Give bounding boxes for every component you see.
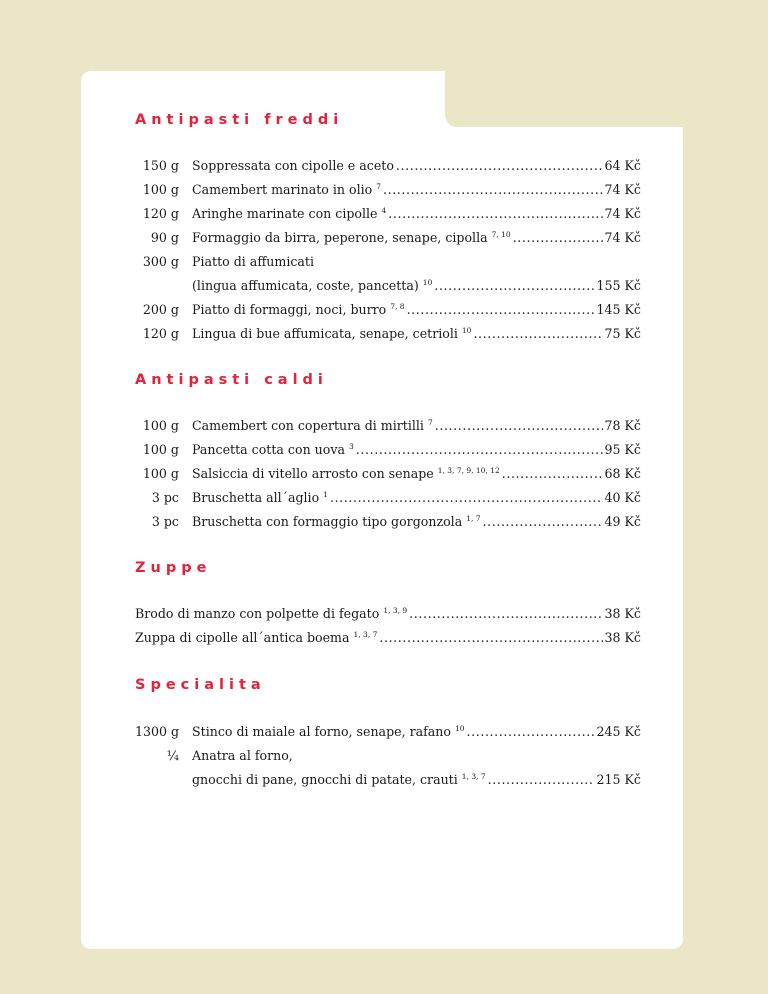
menu-item: [135, 182, 641, 202]
item-price: 38 Kč: [604, 630, 641, 645]
item-price: 75 Kč: [604, 326, 641, 341]
item-allergens: 1, 3, 9: [383, 606, 408, 615]
item-allergens: 1, 3, 7: [461, 772, 486, 781]
menu-item: [135, 206, 641, 226]
menu-item: [135, 466, 641, 486]
item-allergens: 7: [427, 418, 433, 427]
menu-item: [135, 490, 641, 510]
item-allergens: 10: [454, 724, 465, 733]
leader-dots: [435, 418, 603, 433]
item-allergens: 3: [349, 442, 354, 451]
item-allergens: 1, 3, 7: [353, 630, 378, 639]
menu-card: [81, 71, 683, 949]
item-price: 145 Kč: [596, 302, 641, 317]
item-name: Anatra al forno,: [192, 748, 293, 763]
item-price: 68 Kč: [604, 466, 641, 481]
item-weight: 200 g: [142, 302, 179, 317]
item-allergens: 7, 10: [491, 230, 511, 239]
item-name: Stinco di maiale al forno, senape, rafano: [192, 724, 451, 739]
item-weight: 90 g: [150, 230, 179, 245]
item-name-continuation: (lingua affumicata, coste, pancetta): [192, 278, 419, 293]
menu-item: [135, 606, 641, 626]
card-corner-notch: [445, 71, 685, 127]
item-price: 74 Kč: [604, 230, 641, 245]
item-allergens: 1: [323, 490, 328, 499]
leader-dots: [434, 278, 594, 293]
item-price: 245 Kč: [596, 724, 641, 739]
leader-dots: [356, 442, 603, 457]
leader-dots: [330, 490, 603, 505]
item-name: Piatto di formaggi, noci, burro: [192, 302, 387, 317]
item-weight: ¼: [166, 748, 179, 763]
item-allergens: 10: [461, 326, 472, 335]
menu-item: [135, 630, 641, 650]
section-title: Zuppe: [135, 560, 212, 576]
leader-dots: [379, 630, 602, 645]
menu-item-continuation: [135, 278, 641, 298]
item-price: 49 Kč: [604, 514, 641, 529]
item-weight: 1300 g: [135, 724, 180, 739]
item-name: Brodo di manzo con polpette di fegato: [135, 606, 380, 621]
item-allergens: 7, 8: [390, 302, 405, 311]
leader-dots: [513, 230, 603, 245]
item-price: 155 Kč: [596, 278, 641, 293]
item-price: 78 Kč: [604, 418, 641, 433]
section-title: Antipasti freddi: [135, 112, 344, 128]
item-price: 74 Kč: [604, 182, 641, 197]
item-name: Piatto di affumicati: [192, 254, 314, 269]
menu-item: [135, 514, 641, 534]
item-name: Bruschetta all´aglio: [192, 490, 320, 505]
leader-dots: [488, 772, 595, 787]
leader-dots: [396, 158, 603, 173]
item-price: 40 Kč: [604, 490, 641, 505]
leader-dots: [388, 206, 602, 221]
menu-item: [135, 748, 641, 768]
menu-item: [135, 442, 641, 462]
menu-item-continuation: [135, 772, 641, 792]
item-weight: 3 pc: [151, 490, 179, 505]
leader-dots: [502, 466, 603, 481]
item-name: Pancetta cotta con uova: [192, 442, 346, 457]
leader-dots: [473, 326, 602, 341]
item-name: Aringhe marinate con cipolle: [192, 206, 378, 221]
menu-item: [135, 254, 641, 274]
item-allergens: 1, 3, 7, 9, 10, 12: [437, 466, 500, 475]
menu-item: [135, 724, 641, 744]
item-price: 95 Kč: [604, 442, 641, 457]
leader-dots: [467, 724, 595, 739]
item-name: Bruschetta con formaggio tipo gorgonzola: [192, 514, 463, 529]
section-title: Antipasti caldi: [135, 372, 328, 388]
item-weight: 120 g: [142, 326, 179, 341]
item-weight: 100 g: [142, 442, 179, 457]
item-name: Camembert con copertura di mirtilli: [192, 418, 424, 433]
menu-item: [135, 230, 641, 250]
item-allergens: 10: [422, 278, 433, 287]
item-price: 38 Kč: [604, 606, 641, 621]
item-allergens: 1, 7: [466, 514, 481, 523]
item-weight: 3 pc: [151, 514, 179, 529]
leader-dots: [383, 182, 603, 197]
menu-item: [135, 158, 641, 178]
leader-dots: [407, 302, 595, 317]
item-weight: 150 g: [142, 158, 179, 173]
item-price: 74 Kč: [604, 206, 641, 221]
menu-item: [135, 418, 641, 438]
item-name: Soppressata con cipolle e aceto: [192, 158, 394, 173]
item-weight: 100 g: [142, 466, 179, 481]
item-price: 215 Kč: [596, 772, 641, 787]
item-name: Camembert marinato in olio: [192, 182, 373, 197]
menu-item: [135, 326, 641, 346]
item-name-continuation: gnocchi di pane, gnocchi di patate, crauti: [192, 772, 458, 787]
item-name: Salsiccia di vitello arrosto con senape: [192, 466, 434, 481]
leader-dots: [409, 606, 602, 621]
leader-dots: [483, 514, 603, 529]
item-name: Lingua di bue affumicata, senape, cetrioli: [192, 326, 458, 341]
item-allergens: 4: [381, 206, 387, 215]
section-title: Specialita: [135, 677, 266, 693]
item-weight: 300 g: [142, 254, 179, 269]
item-name: Formaggio da birra, peperone, senape, cipolla: [192, 230, 488, 245]
item-allergens: 7: [376, 182, 381, 191]
item-weight: 100 g: [142, 418, 179, 433]
item-weight: 100 g: [142, 182, 179, 197]
item-price: 64 Kč: [604, 158, 641, 173]
item-name: Zuppa di cipolle all´antica boema: [135, 630, 350, 645]
menu-item: [135, 302, 641, 322]
item-weight: 120 g: [142, 206, 179, 221]
